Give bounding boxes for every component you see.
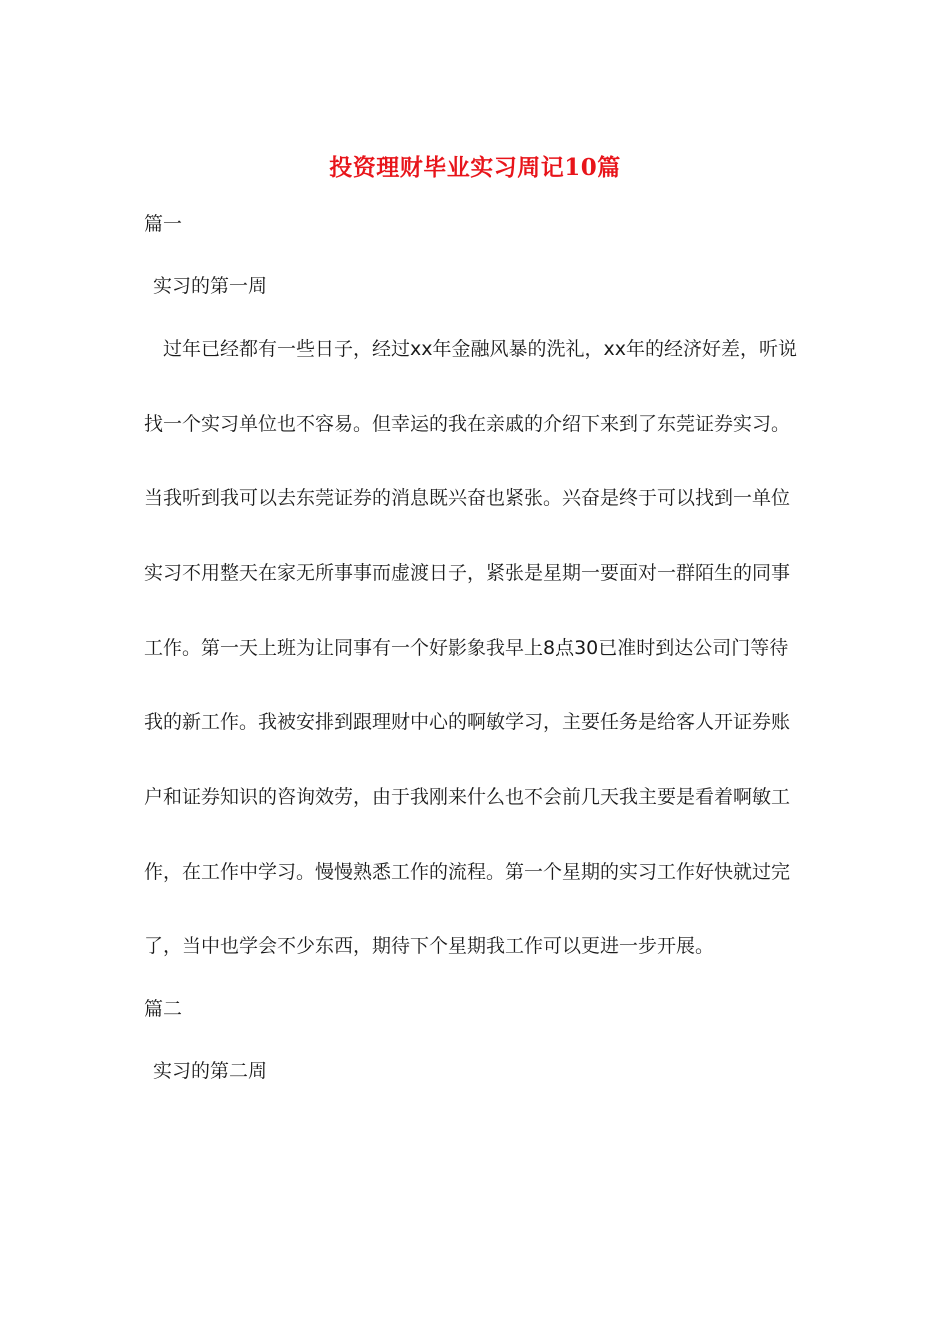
paragraph-line: 过年已经都有一些日子，经过xx年金融风暴的洗礼，xx年的经济好差，听说 [163,338,797,360]
paragraph-line: 我的新工作。我被安排到跟理财中心的啊敏学习，主要任务是给客人开证券账 [144,711,791,733]
section-heading-1: 实习的第一周 [153,275,268,297]
paragraph-line: 当我听到我可以去东莞证券的消息既兴奋也紧张。兴奋是终于可以找到一单位 [144,487,791,509]
paragraph-line: 户和证券知识的咨询效劳，由于我刚来什么也不会前几天我主要是看着啊敏工 [144,786,791,808]
section-label-2: 篇二 [144,998,183,1020]
document-title: 投资理财毕业实习周记10篇 [329,154,621,181]
section-label-1: 篇一 [144,213,183,235]
section-heading-2: 实习的第二周 [153,1060,268,1082]
paragraph-line: 工作。第一天上班为让同事有一个好影象我早上8点30已准时到达公司门等待 [144,637,789,659]
paragraph-line: 作，在工作中学习。慢慢熟悉工作的流程。第一个星期的实习工作好快就过完 [144,861,791,883]
paragraph-line: 实习不用整天在家无所事事而虚渡日子，紧张是星期一要面对一群陌生的同事 [144,562,791,584]
paragraph-line: 了，当中也学会不少东西，期待下个星期我工作可以更进一步开展。 [144,935,715,957]
paragraph-line: 找一个实习单位也不容易。但幸运的我在亲戚的介绍下来到了东莞证券实习。 [144,413,791,435]
